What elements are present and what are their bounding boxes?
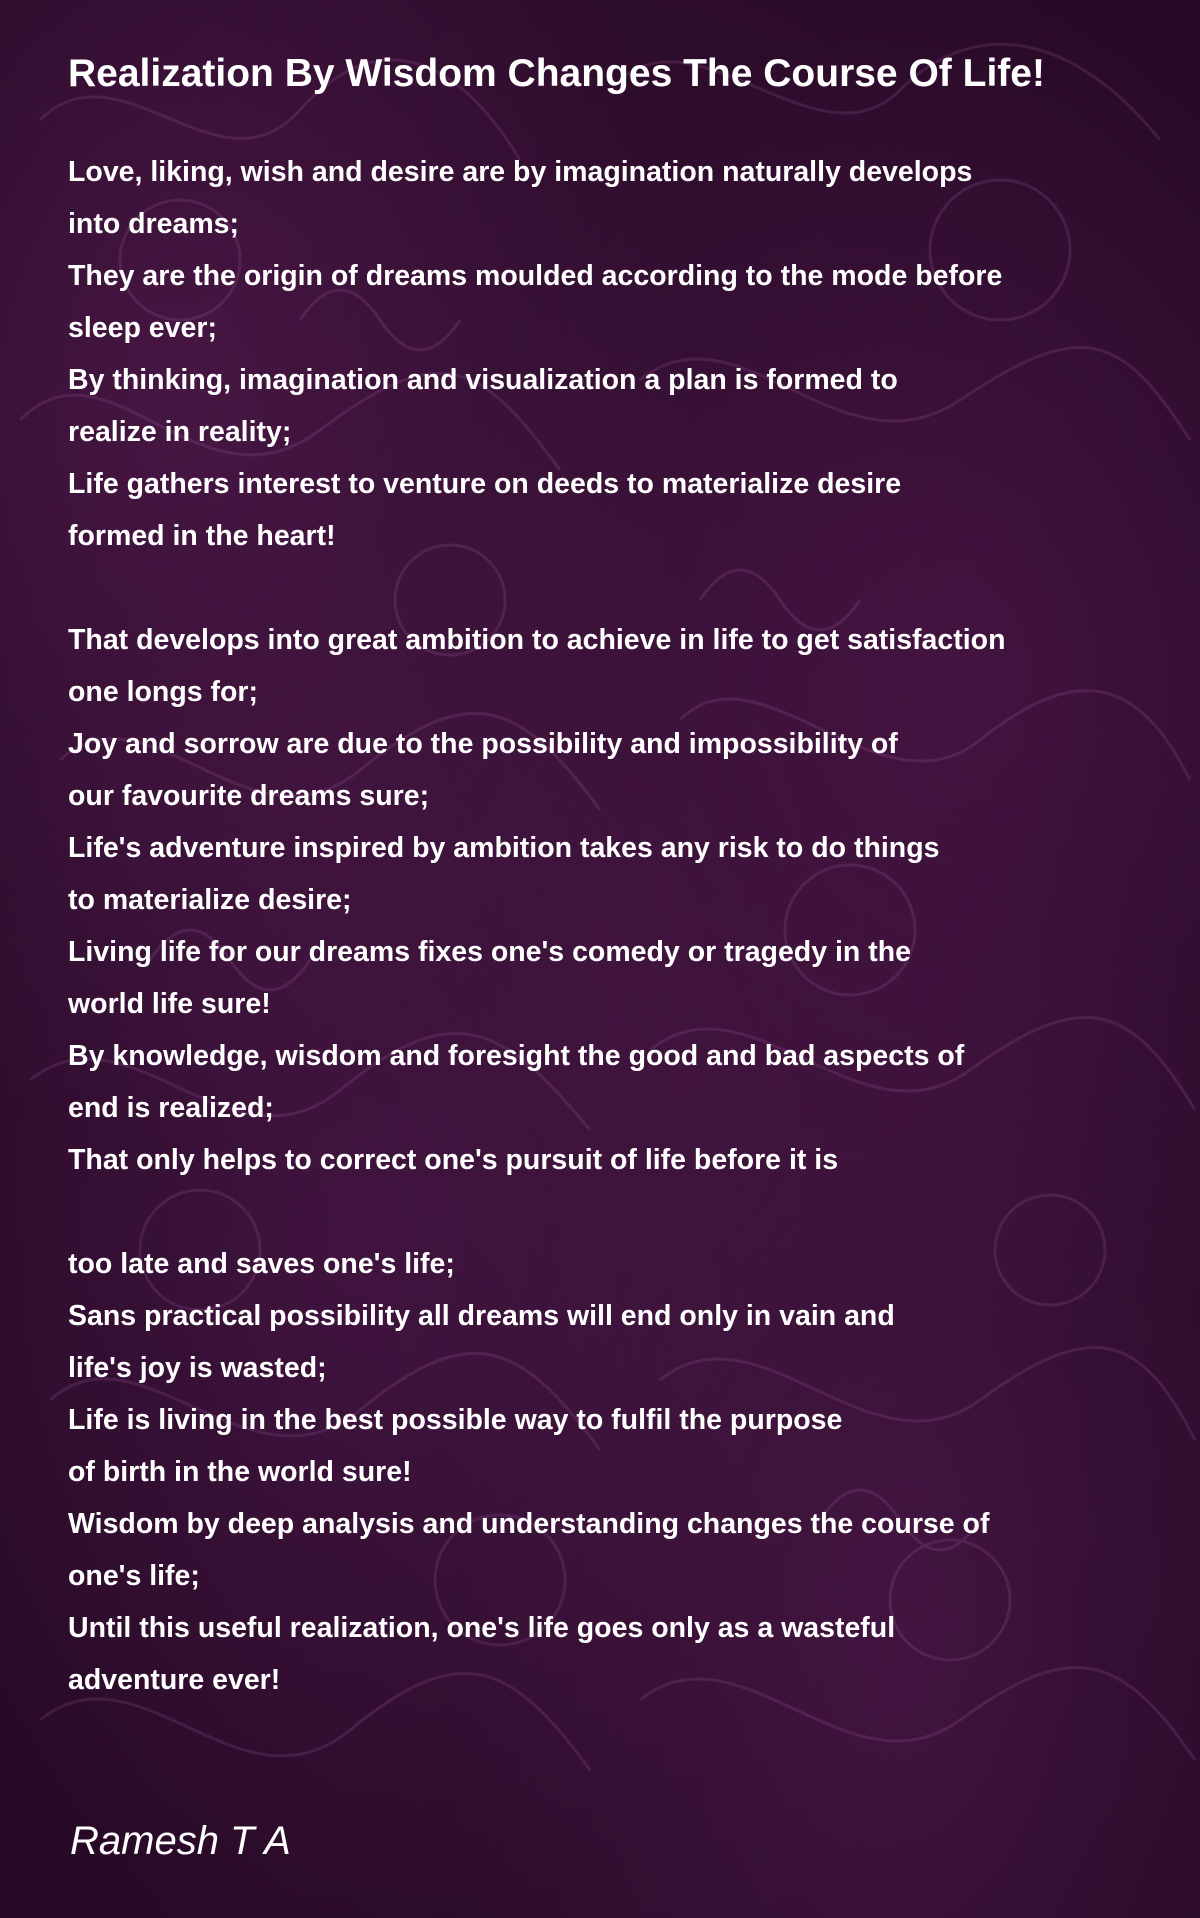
poem-line: too late and saves one's life; (68, 1248, 455, 1280)
poem-line: to materialize desire; (68, 884, 352, 916)
poem-container (68, 48, 1148, 1706)
poem-line: Life is living in the best possible way to fulfil the purpose (68, 1404, 843, 1436)
poem-title: Realization By Wisdom Changes The Course Of Life! (68, 52, 1045, 95)
poem-line: one's life; (68, 1560, 200, 1592)
poem-line: They are the origin of dreams moulded according to the mode before (68, 260, 1003, 292)
poem-line: Love, liking, wish and desire are by imagination naturally develops (68, 156, 973, 188)
poem-line: end is realized; (68, 1092, 274, 1124)
poem-line: Until this useful realization, one's life goes only as a wasteful (68, 1612, 896, 1644)
poem-line: By knowledge, wisdom and foresight the good and bad aspects of (68, 1040, 965, 1072)
poem-body (68, 146, 1148, 1706)
poem-line: That develops into great ambition to achieve in life to get satisfaction (68, 624, 1006, 656)
stanza-break (68, 562, 1148, 614)
poem-line: Living life for our dreams fixes one's comedy or tragedy in the (68, 936, 911, 968)
poem-line: By thinking, imagination and visualization a plan is formed to (68, 364, 898, 396)
poem-line: adventure ever! (68, 1664, 281, 1696)
poem-line: Wisdom by deep analysis and understanding changes the course of (68, 1508, 990, 1540)
poem-author: Ramesh T A (70, 1819, 291, 1863)
poem-line: Joy and sorrow are due to the possibility and impossibility of (68, 728, 898, 760)
stanza-3 (68, 1238, 1148, 1706)
poem-line: into dreams; (68, 208, 240, 240)
poem-line: formed in the heart! (68, 520, 336, 552)
poem-line: life's joy is wasted; (68, 1352, 327, 1384)
poem-line: world life sure! (68, 988, 271, 1020)
poem-line: of birth in the world sure! (68, 1456, 412, 1488)
poem-line: one longs for; (68, 676, 258, 708)
poem-line: Sans practical possibility all dreams will end only in vain and (68, 1300, 895, 1332)
stanza-break (68, 1186, 1148, 1238)
poem-line: our favourite dreams sure; (68, 780, 430, 812)
stanza-1 (68, 146, 1148, 562)
poem-line: That only helps to correct one's pursuit of life before it is (68, 1144, 839, 1176)
poem-line: Life gathers interest to venture on deeds to materialize desire (68, 468, 902, 500)
poem-line: Life's adventure inspired by ambition takes any risk to do things (68, 832, 940, 864)
poem-line: sleep ever; (68, 312, 217, 344)
poem-line: realize in reality; (68, 416, 292, 448)
stanza-2 (68, 614, 1148, 1186)
